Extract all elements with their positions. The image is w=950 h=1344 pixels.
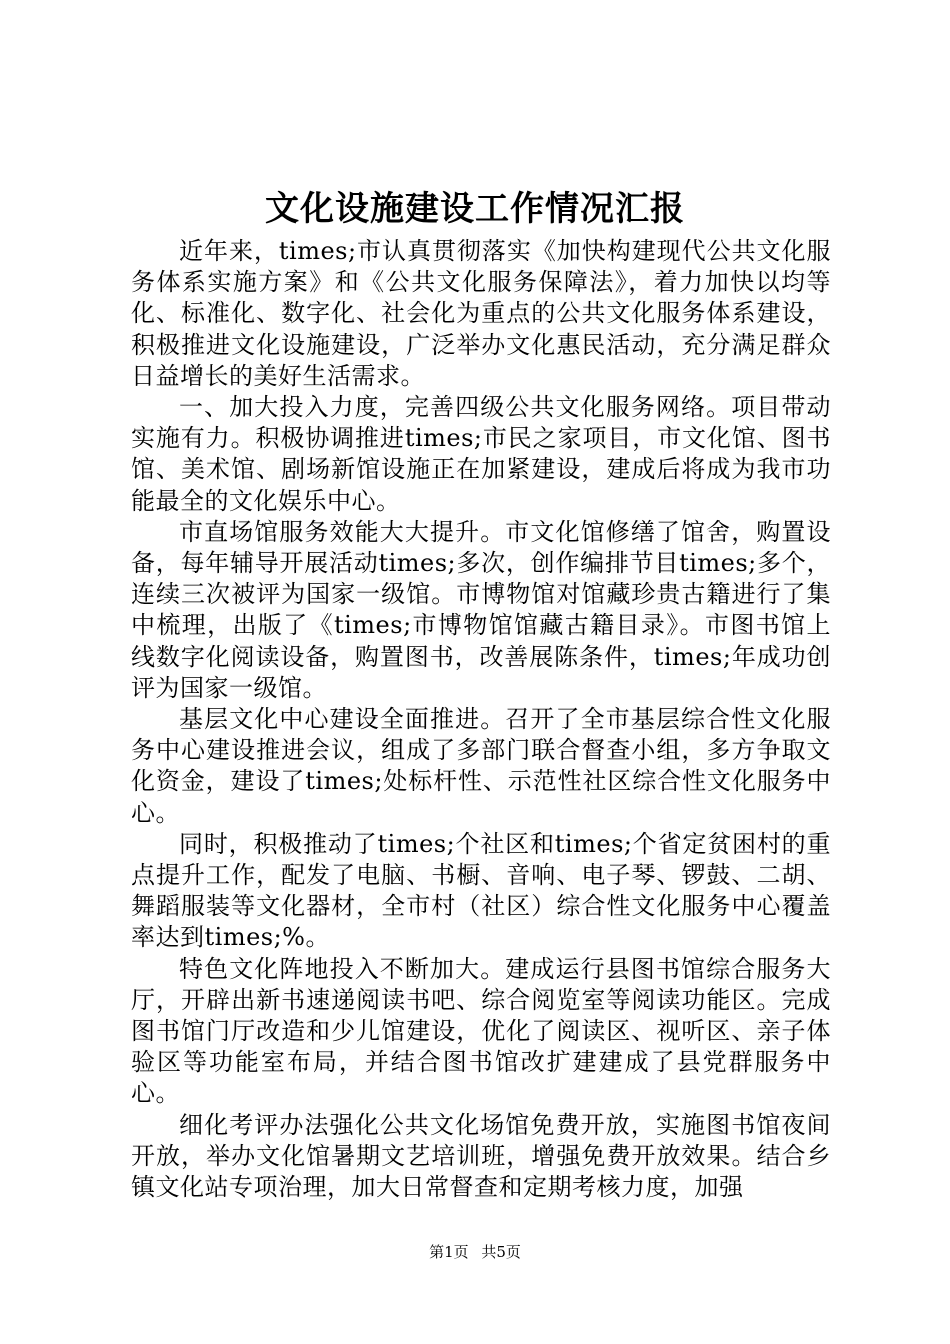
paragraph-intro: 近年来，times;市认真贯彻落实《加快构建现代公共文化服务体系实施方案》和《公共文化服务保障法》，着力加快以均等化、标准化、数字化、社会化为重点的公共文化服务体系建设，积极推进文化设施建设，广泛举办文化惠民活动，充分满足群众日益增长的美好生活需求。 [131,237,831,390]
paragraph-free-access: 细化考评办法强化公共文化场馆免费开放，实施图书馆夜间开放，举办文化馆暑期文艺培训班，增强免费开放效果。结合乡镇文化站专项治理，加大日常督查和定期考核力度，加强 [131,1110,831,1202]
paragraph-section-one: 一、加大投入力度，完善四级公共文化服务网络。项目带动实施有力。积极协调推进times;市民之家项目，市文化馆、图书馆、美术馆、剧场新馆设施正在加紧建设，建成后将成为我市功能最全的文化娱乐中心。 [131,393,831,515]
paragraph-featured-venues: 特色文化阵地投入不断加大。建成运行县图书馆综合服务大厅，开辟出新书速递阅读书吧、综合阅览室等阅读功能区。完成图书馆门厅改造和少儿馆建设，优化了阅读区、视听区、亲子体验区等功能室布局，并结合图书馆改扩建建成了县党群服务中心。 [131,954,831,1108]
document-title: 文化设施建设工作情况汇报 [265,189,685,229]
paragraph-grassroots-centers: 基层文化中心建设全面推进。召开了全市基层综合性文化服务中心建设推进会议，组成了多部门联合督查小组，多方争取文化资金，建设了times;处标杆性、示范性社区综合性文化服务中心。 [131,705,831,827]
page-footer [0,1242,950,1262]
paragraph-municipal-venues: 市直场馆服务效能大大提升。市文化馆修缮了馆舍，购置设备，每年辅导开展活动times;多次，创作编排节目times;多个，连续三次被评为国家一级馆。市博物馆对馆藏珍贵古籍进行了集中梳理，出版了《times;市博物馆馆藏古籍目录》。市图书馆上线数字化阅读设备，购置图书，改善展陈条件，times;年成功创评为国家一级馆。 [131,517,831,702]
paragraph-village-upgrade: 同时，积极推动了times;个社区和times;个省定贫困村的重点提升工作，配发了电脑、书橱、音响、电子琴、锣鼓、二胡、舞蹈服装等文化器材，全市村（社区）综合性文化服务中心覆盖率达到times;%。 [131,829,831,952]
page-total: 共5页 [481,1243,521,1261]
document-body [131,236,831,1203]
page-number: 第1页 [429,1243,469,1261]
